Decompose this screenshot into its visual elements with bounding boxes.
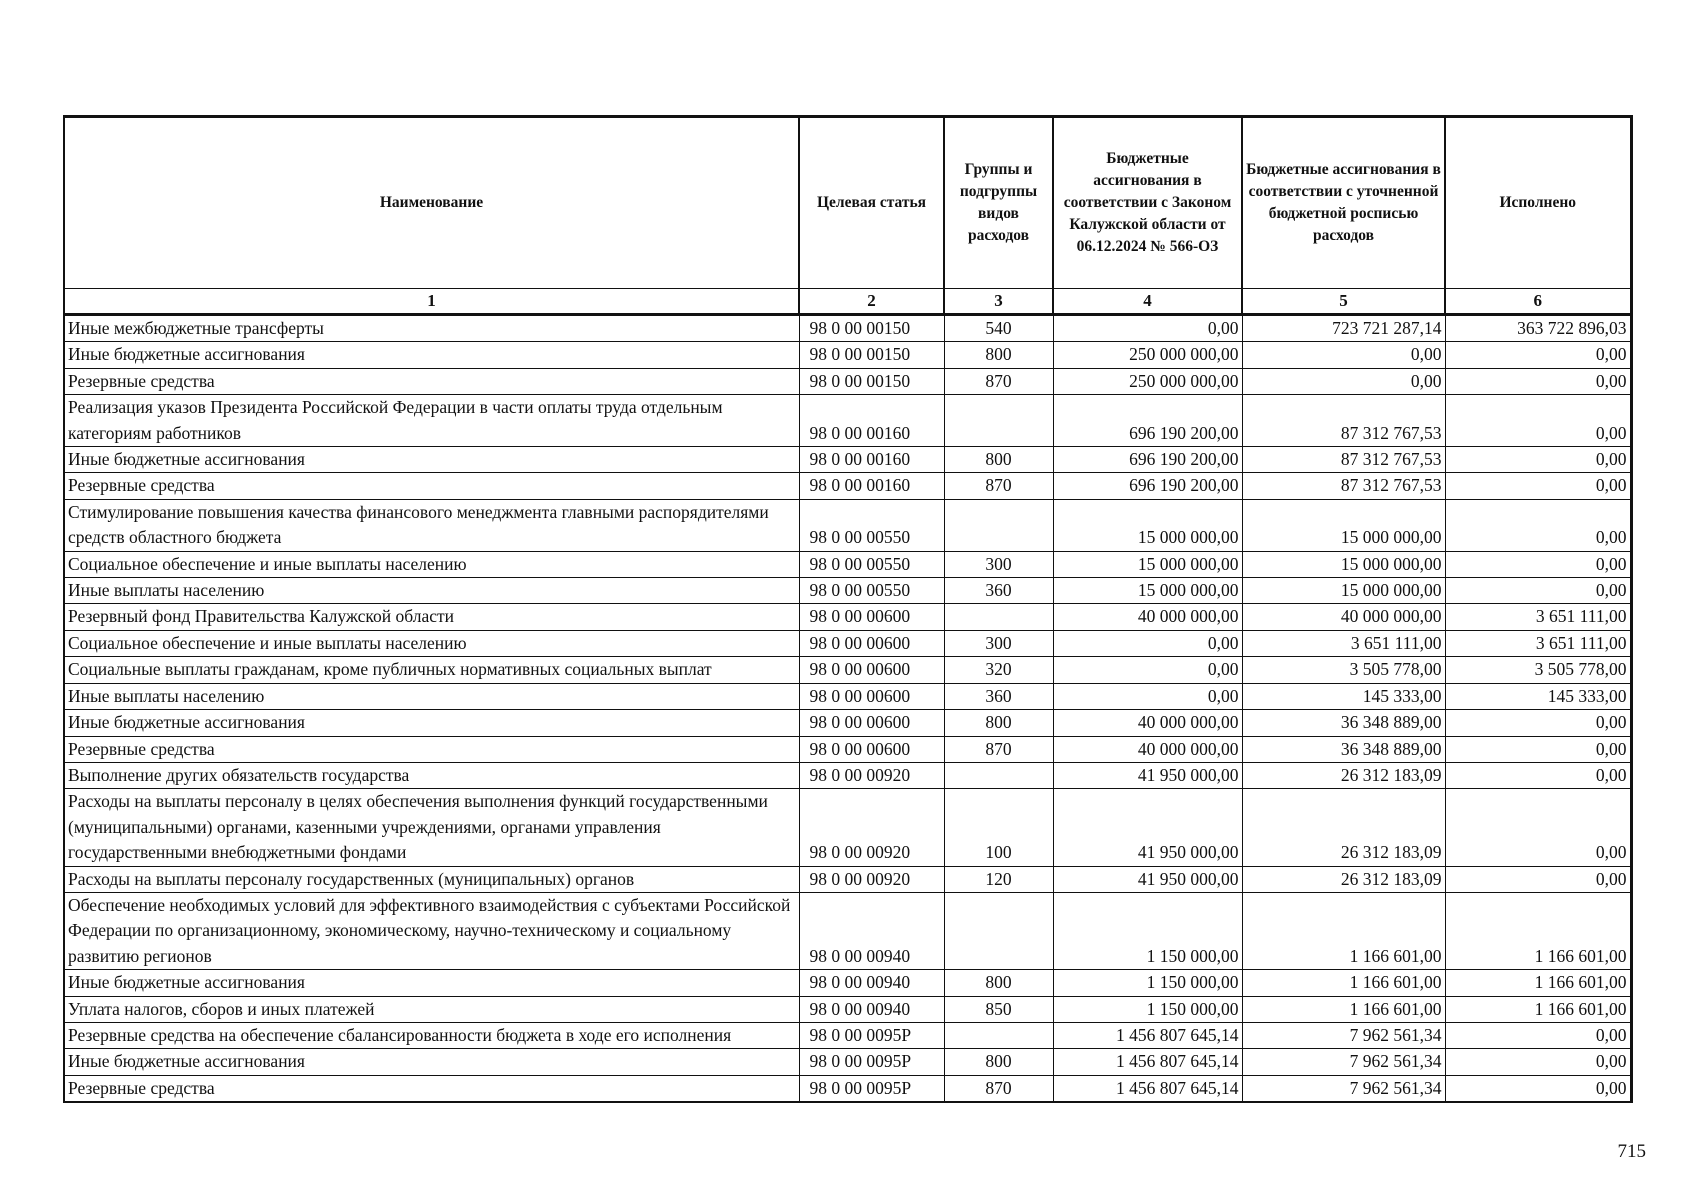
cell-target-article: 98 0 00 00550 [799, 578, 944, 604]
cell-name: Иные выплаты населению [64, 683, 799, 709]
cell-target-article: 98 0 00 00920 [799, 789, 944, 866]
cell-executed: 0,00 [1445, 710, 1631, 736]
page-number: 715 [1617, 1141, 1646, 1162]
table-body [64, 315, 1631, 1103]
table-row [64, 866, 1631, 892]
cell-law-allocation: 15 000 000,00 [1053, 551, 1242, 577]
cell-name: Выполнение других обязательств государства [64, 762, 799, 788]
cell-refined-allocation: 7 962 561,34 [1242, 1075, 1445, 1102]
cell-executed: 3 505 778,00 [1445, 657, 1631, 683]
cell-executed: 0,00 [1445, 499, 1631, 551]
cell-executed: 1 166 601,00 [1445, 892, 1631, 969]
table-row [64, 789, 1631, 866]
cell-executed: 1 166 601,00 [1445, 996, 1631, 1022]
cell-target-article: 98 0 00 00600 [799, 710, 944, 736]
cell-target-article: 98 0 00 00600 [799, 604, 944, 630]
cell-executed: 1 166 601,00 [1445, 970, 1631, 996]
cell-expense-group: 800 [944, 342, 1053, 368]
cell-name: Иные бюджетные ассигнования [64, 342, 799, 368]
cell-executed: 0,00 [1445, 395, 1631, 447]
cell-refined-allocation: 1 166 601,00 [1242, 996, 1445, 1022]
cell-executed: 0,00 [1445, 473, 1631, 499]
cell-name: Резервный фонд Правительства Калужской области [64, 604, 799, 630]
cell-law-allocation: 696 190 200,00 [1053, 447, 1242, 473]
header-expense-groups: Группы и подгруппы видов расходов [944, 117, 1053, 289]
cell-expense-group: 540 [944, 315, 1053, 342]
cell-target-article: 98 0 00 00160 [799, 395, 944, 447]
cell-target-article: 98 0 00 00600 [799, 657, 944, 683]
cell-refined-allocation: 3 651 111,00 [1242, 630, 1445, 656]
cell-name: Иные бюджетные ассигнования [64, 710, 799, 736]
cell-executed: 3 651 111,00 [1445, 630, 1631, 656]
cell-refined-allocation: 87 312 767,53 [1242, 395, 1445, 447]
cell-target-article: 98 0 00 00150 [799, 368, 944, 394]
cell-expense-group: 100 [944, 789, 1053, 866]
cell-law-allocation: 0,00 [1053, 630, 1242, 656]
cell-name: Социальное обеспечение и иные выплаты населению [64, 630, 799, 656]
cell-target-article: 98 0 00 00920 [799, 866, 944, 892]
cell-name: Иные бюджетные ассигнования [64, 970, 799, 996]
cell-law-allocation: 1 456 807 645,14 [1053, 1022, 1242, 1048]
cell-refined-allocation: 26 312 183,09 [1242, 762, 1445, 788]
cell-refined-allocation: 15 000 000,00 [1242, 578, 1445, 604]
cell-law-allocation: 0,00 [1053, 315, 1242, 342]
cell-executed: 0,00 [1445, 762, 1631, 788]
cell-expense-group: 300 [944, 551, 1053, 577]
cell-target-article: 98 0 00 00150 [799, 315, 944, 342]
cell-refined-allocation: 0,00 [1242, 368, 1445, 394]
cell-expense-group [944, 762, 1053, 788]
cell-law-allocation: 15 000 000,00 [1053, 578, 1242, 604]
cell-refined-allocation: 723 721 287,14 [1242, 315, 1445, 342]
cell-name: Иные выплаты населению [64, 578, 799, 604]
table-row [64, 762, 1631, 788]
cell-target-article: 98 0 00 0095Р [799, 1075, 944, 1102]
cell-refined-allocation: 145 333,00 [1242, 683, 1445, 709]
cell-law-allocation: 41 950 000,00 [1053, 789, 1242, 866]
table-row [64, 395, 1631, 447]
cell-expense-group: 300 [944, 630, 1053, 656]
table-row [64, 499, 1631, 551]
cell-expense-group: 800 [944, 447, 1053, 473]
cell-law-allocation: 41 950 000,00 [1053, 866, 1242, 892]
table-row [64, 1022, 1631, 1048]
table-row [64, 447, 1631, 473]
cell-target-article: 98 0 00 00160 [799, 473, 944, 499]
budget-table-container [63, 115, 1633, 1103]
cell-expense-group: 800 [944, 970, 1053, 996]
cell-expense-group: 870 [944, 368, 1053, 394]
column-number-row [64, 289, 1631, 315]
table-row [64, 1075, 1631, 1102]
cell-target-article: 98 0 00 00940 [799, 892, 944, 969]
cell-refined-allocation: 3 505 778,00 [1242, 657, 1445, 683]
cell-law-allocation: 1 150 000,00 [1053, 996, 1242, 1022]
cell-refined-allocation: 36 348 889,00 [1242, 736, 1445, 762]
cell-law-allocation: 1 456 807 645,14 [1053, 1075, 1242, 1102]
cell-target-article: 98 0 00 00550 [799, 499, 944, 551]
cell-refined-allocation: 1 166 601,00 [1242, 892, 1445, 969]
cell-executed: 0,00 [1445, 866, 1631, 892]
header-refined-allocations: Бюджетные ассигнования в соответствии с уточненной бюджетной росписью расходов [1242, 117, 1445, 289]
cell-target-article: 98 0 00 00940 [799, 970, 944, 996]
table-row [64, 368, 1631, 394]
cell-target-article: 98 0 00 00600 [799, 630, 944, 656]
cell-expense-group: 360 [944, 683, 1053, 709]
cell-target-article: 98 0 00 00600 [799, 736, 944, 762]
cell-law-allocation: 696 190 200,00 [1053, 395, 1242, 447]
cell-law-allocation: 1 456 807 645,14 [1053, 1049, 1242, 1075]
cell-refined-allocation: 87 312 767,53 [1242, 473, 1445, 499]
table-row [64, 315, 1631, 342]
table-row [64, 342, 1631, 368]
cell-name: Резервные средства [64, 1075, 799, 1102]
cell-executed: 0,00 [1445, 342, 1631, 368]
cell-executed: 0,00 [1445, 789, 1631, 866]
cell-law-allocation: 0,00 [1053, 683, 1242, 709]
column-number: 4 [1053, 289, 1242, 315]
cell-expense-group [944, 499, 1053, 551]
cell-refined-allocation: 7 962 561,34 [1242, 1022, 1445, 1048]
column-number: 1 [64, 289, 799, 315]
cell-executed: 145 333,00 [1445, 683, 1631, 709]
cell-refined-allocation: 1 166 601,00 [1242, 970, 1445, 996]
table-row [64, 710, 1631, 736]
header-name: Наименование [64, 117, 799, 289]
cell-name: Стимулирование повышения качества финансового менеджмента главными распорядителями средств областного бюджета [64, 499, 799, 551]
cell-name: Резервные средства [64, 368, 799, 394]
cell-executed: 0,00 [1445, 736, 1631, 762]
cell-law-allocation: 1 150 000,00 [1053, 970, 1242, 996]
header-row [64, 117, 1631, 289]
cell-executed: 3 651 111,00 [1445, 604, 1631, 630]
cell-executed: 0,00 [1445, 578, 1631, 604]
cell-law-allocation: 40 000 000,00 [1053, 710, 1242, 736]
cell-expense-group: 800 [944, 710, 1053, 736]
cell-executed: 0,00 [1445, 1022, 1631, 1048]
table-row [64, 736, 1631, 762]
cell-name: Уплата налогов, сборов и иных платежей [64, 996, 799, 1022]
table-row [64, 630, 1631, 656]
cell-name: Резервные средства [64, 736, 799, 762]
cell-law-allocation: 0,00 [1053, 657, 1242, 683]
cell-refined-allocation: 7 962 561,34 [1242, 1049, 1445, 1075]
header-executed: Исполнено [1445, 117, 1631, 289]
cell-law-allocation: 41 950 000,00 [1053, 762, 1242, 788]
budget-table [63, 115, 1633, 1103]
cell-executed: 0,00 [1445, 1075, 1631, 1102]
column-number: 3 [944, 289, 1053, 315]
cell-expense-group: 320 [944, 657, 1053, 683]
table-row [64, 551, 1631, 577]
column-number: 5 [1242, 289, 1445, 315]
cell-refined-allocation: 15 000 000,00 [1242, 551, 1445, 577]
cell-law-allocation: 250 000 000,00 [1053, 342, 1242, 368]
cell-name: Резервные средства [64, 473, 799, 499]
cell-target-article: 98 0 00 0095Р [799, 1022, 944, 1048]
table-row [64, 604, 1631, 630]
cell-expense-group [944, 604, 1053, 630]
cell-executed: 0,00 [1445, 368, 1631, 394]
cell-target-article: 98 0 00 00920 [799, 762, 944, 788]
column-number: 2 [799, 289, 944, 315]
cell-expense-group: 360 [944, 578, 1053, 604]
cell-name: Обеспечение необходимых условий для эффективного взаимодействия с субъектами Российской Федерации по организационному, экономическому, научно-техническому и социальному развитию регионов [64, 892, 799, 969]
cell-target-article: 98 0 00 00550 [799, 551, 944, 577]
cell-target-article: 98 0 00 00600 [799, 683, 944, 709]
cell-name: Расходы на выплаты персоналу государственных (муниципальных) органов [64, 866, 799, 892]
table-row [64, 473, 1631, 499]
cell-refined-allocation: 26 312 183,09 [1242, 789, 1445, 866]
table-row [64, 657, 1631, 683]
cell-name: Иные бюджетные ассигнования [64, 1049, 799, 1075]
cell-name: Социальные выплаты гражданам, кроме публичных нормативных социальных выплат [64, 657, 799, 683]
cell-refined-allocation: 40 000 000,00 [1242, 604, 1445, 630]
cell-expense-group: 870 [944, 1075, 1053, 1102]
cell-refined-allocation: 0,00 [1242, 342, 1445, 368]
cell-law-allocation: 250 000 000,00 [1053, 368, 1242, 394]
cell-expense-group: 870 [944, 473, 1053, 499]
cell-executed: 0,00 [1445, 447, 1631, 473]
cell-expense-group: 850 [944, 996, 1053, 1022]
cell-name: Иные межбюджетные трансферты [64, 315, 799, 342]
cell-executed: 363 722 896,03 [1445, 315, 1631, 342]
cell-executed: 0,00 [1445, 551, 1631, 577]
table-row [64, 578, 1631, 604]
cell-expense-group [944, 892, 1053, 969]
table-row [64, 1049, 1631, 1075]
header-target-article: Целевая статья [799, 117, 944, 289]
table-row [64, 996, 1631, 1022]
table-row [64, 892, 1631, 969]
cell-law-allocation: 15 000 000,00 [1053, 499, 1242, 551]
cell-name: Расходы на выплаты персоналу в целях обеспечения выполнения функций государственными (муниципальными) органами, казенными учреждениями, органами управления государственными внебюджетными фондами [64, 789, 799, 866]
table-row [64, 683, 1631, 709]
cell-target-article: 98 0 00 00150 [799, 342, 944, 368]
cell-refined-allocation: 87 312 767,53 [1242, 447, 1445, 473]
cell-target-article: 98 0 00 0095Р [799, 1049, 944, 1075]
cell-name: Резервные средства на обеспечение сбалансированности бюджета в ходе его исполнения [64, 1022, 799, 1048]
cell-law-allocation: 1 150 000,00 [1053, 892, 1242, 969]
cell-law-allocation: 40 000 000,00 [1053, 736, 1242, 762]
cell-name: Социальное обеспечение и иные выплаты населению [64, 551, 799, 577]
cell-law-allocation: 40 000 000,00 [1053, 604, 1242, 630]
cell-expense-group [944, 395, 1053, 447]
cell-executed: 0,00 [1445, 1049, 1631, 1075]
table-row [64, 970, 1631, 996]
cell-law-allocation: 696 190 200,00 [1053, 473, 1242, 499]
cell-target-article: 98 0 00 00160 [799, 447, 944, 473]
cell-name: Реализация указов Президента Российской Федерации в части оплаты труда отдельным категориям работников [64, 395, 799, 447]
cell-expense-group: 120 [944, 866, 1053, 892]
column-number: 6 [1445, 289, 1631, 315]
cell-name: Иные бюджетные ассигнования [64, 447, 799, 473]
cell-expense-group: 870 [944, 736, 1053, 762]
cell-refined-allocation: 36 348 889,00 [1242, 710, 1445, 736]
cell-refined-allocation: 15 000 000,00 [1242, 499, 1445, 551]
cell-target-article: 98 0 00 00940 [799, 996, 944, 1022]
cell-refined-allocation: 26 312 183,09 [1242, 866, 1445, 892]
cell-expense-group: 800 [944, 1049, 1053, 1075]
header-law-allocations: Бюджетные ассигнования в соответствии с Законом Калужской области от 06.12.2024 № 566-ОЗ [1053, 117, 1242, 289]
cell-expense-group [944, 1022, 1053, 1048]
